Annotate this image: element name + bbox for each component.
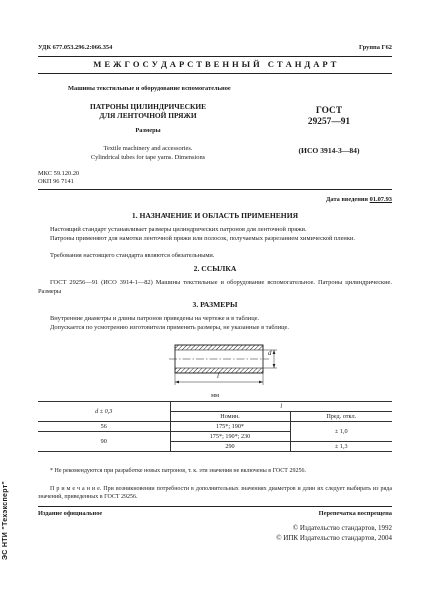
footer-rule <box>38 506 392 507</box>
length-label: l <box>217 372 219 380</box>
english-title-line1: Textile machinery and accessories. <box>103 145 193 152</box>
title-rule <box>38 189 392 190</box>
reprint-prohibited: Перепечатка воспрещена <box>318 510 392 517</box>
title-line1: ПАТРОНЫ ЦИЛИНДРИЧЕСКИЕ <box>89 102 206 111</box>
table-unit: мм <box>210 392 220 399</box>
cell-tol-2: ± 1,3 <box>290 442 392 452</box>
section3-paragraph2: Допускается по усмотрению изготовителя применять размеры, не указанные в таблице. <box>50 324 289 331</box>
dimensions-table <box>38 401 392 452</box>
copyright-2004: © ИПК Издательство стандартов, 2004 <box>276 534 392 542</box>
table-row <box>38 422 392 432</box>
header-d: d ± 0,3 <box>38 402 170 422</box>
tube-drawing <box>165 337 285 389</box>
iso-reference: (ИСО 3914-3—84) <box>298 146 360 155</box>
standard-banner: М Е Ж Г О С У Д А Р С Т В Е Н Н Ы Й С Т А Н Д А Р Т <box>93 59 337 69</box>
group-code: Группа Г62 <box>359 44 392 51</box>
section1-paragraph3: Требования настоящего стандарта являются обязательными. <box>50 252 215 259</box>
section1-heading: 1. НАЗНАЧЕНИЕ И ОБЛАСТЬ ПРИМЕНЕНИЯ <box>131 211 299 220</box>
section1-paragraph2: Патроны применяют для намотки ленточной пряжи или полосок, получаемых разрезанием химической пленки. <box>50 235 355 242</box>
gost-number: 29257—91 <box>307 117 351 127</box>
top-rule <box>38 56 392 57</box>
section1-paragraph1: Настоящий стандарт устанавливает размеры цилиндрических патронов для ленточной пряжи. <box>50 226 307 233</box>
header-nominal: Номин. <box>170 412 290 422</box>
cell-nom-90-b: 290 <box>170 442 290 452</box>
cell-d-90: 90 <box>38 432 170 452</box>
note: П р и м е ч а н и е. При возникновении потребности в дополнительных значениях диаметров и длин их следует выбирать из ряда значений, приведенных в ГОСТ 29256. <box>38 486 392 500</box>
section3-paragraph1: Внутренние диаметры и длины патронов приведены на чертеже и в таблице. <box>50 315 260 322</box>
okp-code: ОКП 96 7141 <box>38 178 74 185</box>
mks-code: МКС 59.120.20 <box>38 170 80 177</box>
header-tolerance: Пред. откл. <box>290 412 392 422</box>
category-text: Машины текстильные и оборудование вспомогательное <box>68 85 231 92</box>
official-edition: Издание официальное <box>38 510 103 517</box>
subtitle: Размеры <box>135 127 161 134</box>
table-row <box>38 402 392 412</box>
intro-date <box>240 196 392 203</box>
header-l: l <box>170 402 392 412</box>
diameter-label: d <box>268 349 272 357</box>
udk-code: УДК 677.053.296.2:066.354 <box>38 44 113 51</box>
cell-tol-1: ± 1,0 <box>290 422 392 442</box>
cell-d-56: 56 <box>38 422 170 432</box>
intro-date-value: 01.07.93 <box>369 196 392 203</box>
banner-rule <box>38 73 392 74</box>
side-label: ЭС НТИ "Техэксперт" <box>2 480 9 560</box>
cell-nom-90-a: 175*; 190*; 230 <box>170 432 290 442</box>
cell-nom-56: 175*; 190* <box>170 422 290 432</box>
title-line2: ДЛЯ ЛЕНТОЧНОЙ ПРЯЖИ <box>99 111 197 120</box>
section2-paragraph1: ГОСТ 29256—91 (ИСО 3914-1—82) Машины текстильные и оборудование вспомогательное. Патроны цилиндрические. Размеры <box>38 279 392 295</box>
section2-heading: 2. ССЫЛКА <box>193 264 237 273</box>
section3-heading: 3. РАЗМЕРЫ <box>192 300 238 309</box>
tube-wall-top <box>175 345 263 350</box>
intro-date-label: Дата введения <box>326 196 369 203</box>
tube-wall-bottom <box>175 368 263 373</box>
gost-label: ГОСТ <box>315 106 343 116</box>
footnote: * Не рекомендуются при разработке новых патронов, т. к. эти значения не включены в ГОСТ 29256. <box>50 468 306 474</box>
english-title-line2: Cylindrical tubes for tape yarns. Dimensions <box>90 154 206 161</box>
copyright-1992: © Издательство стандартов, 1992 <box>292 524 392 532</box>
